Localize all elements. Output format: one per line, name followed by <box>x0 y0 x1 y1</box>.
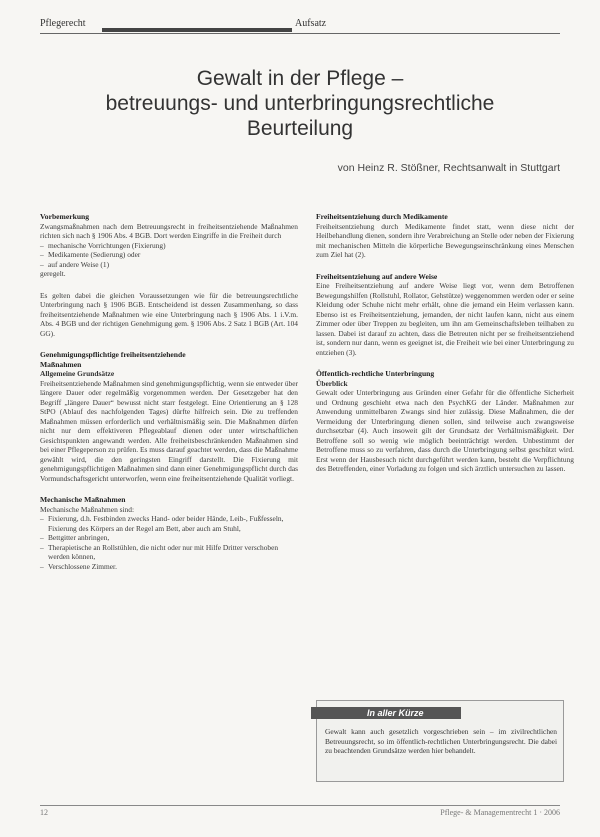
journal-reference: Pflege- & Managementrecht 1 · 2006 <box>440 808 560 817</box>
footer-rule <box>40 805 560 806</box>
heading-mechanisch: Mechanische Maßnahmen <box>40 495 126 504</box>
paragraph: Mechanische Maßnahmen sind: <box>40 504 134 514</box>
paragraph: Gewalt oder Unterbringung aus Gründen einer Gefahr für die öffentliche Sicherheit und Ordnung geschieht etwa nach den PsychKG der Länder. Maßnahmen zur Anwendung unmittelbaren Zwangs sind hier zulässig. Diese Maßnahmen, die der Vermeidung der Unterbringung dienen sollen, sind teilweise auch zwangsweise durchsetzbar (4). Auch insoweit gilt der Grundsatz der Verhältnismäßigkeit. Der Betroffene soll so wenig wie möglich beeinträchtigt werden. Unbestimmt der Betroffene muss so zu verfahren, dass durch die Unterbringung selbst geschützt wird. Erst wenn der Hausbesuch nicht durchgeführt werden kann, besteht die Verpflichtung des Betreffenden, einer Vorladung zu folgen und sich ärztlich untersuchen zu lassen. <box>316 388 574 473</box>
section-label: Pflegerecht <box>40 18 86 29</box>
title-line-2: betreuungs- und unterbringungsrechtliche <box>105 92 495 115</box>
paragraph: Freiheitsentziehende Maßnahmen sind genehmigungspflichtig, wenn sie entweder über längere Dauer oder regelmäßig vorgenommen werden. Der Gesetzgeber hat den Begriff „längere Dauer“ bewusst nicht starr festgelegt. Eine Orientierung an § 128 StPO (Ablauf des nachfolgenden Tages) dürfte hilfreich sein. Die zu treffenden Maßnahmen müssen erforderlich und verhältnismäßig sein. Die Maßnahmen dürfen nicht nur dem effektiveren Pflegeablauf dienen oder unter wirtschaftlichen Gesichtspunkten angewandt werden. Alle freiheitsbeschränkenden Maßnahmen sind bei einer Pflegeperson zu prüfen. Es muss darauf geachtet werden, dass die Maßnahme gewählt wird, die den geringsten Eingriff darstellt. Die Fixierung mit genehmigungspflichtigen Maßnahmen sind dann einer Genehmigungspflicht durch das Vormundschaftsgericht unterworfen, wenn eine freiheitsentziehende Qualität vorliegt. <box>40 378 298 483</box>
bullet-list <box>40 241 298 270</box>
paragraph: Eine Freiheitsentziehung auf andere Weise liegt vor, wenn dem Betroffenen Bewegungshilfen (Rollstuhl, Rollator, Gehstütze) weggenommen werden oder er seine Kleidung oder Schuhe nicht mehr erhält, ohne die jemand ein Heim verlassen kann. Ebenso ist es Freiheitsentziehung, jemanden, der nicht laufen kann, nicht aus einem Zimmer oder über Treppen zu begleiten, um ihn am Gemeinschaftsleben teilhaben zu lassen. Dabei ist darauf zu achten, dass die Betreuten nicht per se freiheitsentziehend ist, sondern nur dann, wenn es geeignet ist, die Freiheit wie bei einer Unterbringung zu entziehen (3). <box>316 281 574 357</box>
list-item: – Fixierung, d.h. Festbinden zwecks Hand- oder beider Hände, Leib-, Fußfesseln, Fixierung des Körpers an der Regel am Bett, aber auch am Stuhl, <box>48 514 298 533</box>
page-number: 12 <box>40 808 48 817</box>
heading-genehmigung-cont: Maßnahmen <box>40 359 82 369</box>
paragraph: Freiheitsentziehung durch Medikamente findet statt, wenn diese nicht der Heilbehandlung dienen, sondern ihre Verabreichung an Stelle oder neben der Fixierung mit mechanischen Mitteln die körperliche Bewegungseinschränkung eines Menschen zum Ziel hat (2). <box>316 221 574 259</box>
list-item: – mechanische Vorrichtungen (Fixierung) <box>48 241 298 251</box>
title-line-1: Gewalt in der Pflege – <box>196 67 404 90</box>
header-rule <box>40 33 560 34</box>
list-item: – Therapietische an Rollstühlen, die nicht oder nur mit Hilfe Dritter verschoben werden können, <box>48 543 298 562</box>
left-column <box>40 212 298 571</box>
heading-genehmigung: Genehmigungspflichtige freiheitsentziehende <box>40 350 186 359</box>
list-item: – auf andere Weise (1) <box>48 260 298 270</box>
page-footer <box>40 805 560 819</box>
paragraph: Zwangsmaßnahmen nach dem Betreuungsrecht in freiheitsentziehende Maßnahmen richten sich nach § 1906 Abs. 4 BGB. Dort werden Eingriffe in die Freiheit durch <box>40 221 298 240</box>
author-line: von Heinz R. Stößner, Rechtsanwalt in Stuttgart <box>337 162 560 174</box>
summary-box <box>316 700 564 782</box>
list-item: – Medikamente (Sedierung) oder <box>48 250 298 260</box>
summary-text: Gewalt kann auch gesetzlich vorgeschrieben sein – im zivilrechtlichen Betreuungsrecht, so im öffentlich-rechtlichen Unterbringungsrecht. Die dabei zu beachtenden Grundsätze werden hier behandelt. <box>325 727 557 755</box>
subheading-allgemein: Allgemeine Grundsätze <box>40 369 115 378</box>
heading-vorbemerkung: Vorbemerkung <box>40 212 90 221</box>
right-column <box>316 212 574 480</box>
paragraph: geregelt. <box>40 269 66 278</box>
heading-andere-weise: Freiheitsentziehung auf andere Weise <box>316 271 438 281</box>
list-item: – Verschlossene Zimmer. <box>48 562 298 572</box>
heading-unterbringung: Öffentlich-rechtliche Unterbringung <box>316 369 435 378</box>
list-item: – Bettgitter anbringen, <box>48 533 298 543</box>
heading-medikamente: Freiheitsentziehung durch Medikamente <box>316 212 448 221</box>
title-line-3: Beurteilung <box>246 117 354 140</box>
paragraph: Es gelten dabei die gleichen Voraussetzungen wie für die betreuungsrechtliche Unterbringung nach § 1906 BGB. Entscheidend ist dessen Zusammenhang, so dass freiheitsentziehende Maßnahmen wie eine Unterbringung nach § 1906 Abs. 1 i.V.m. Abs. 4 BGB und der richtigen Genehmigung gem. § 1906 Abs. 2 Satz 1 BGB (Art. 104 GG). <box>40 290 298 338</box>
subheading-ueberblick: Überblick <box>316 378 348 388</box>
running-header <box>40 18 560 34</box>
header-bar <box>102 28 292 32</box>
article-type: Aufsatz <box>295 18 327 29</box>
bullet-list <box>40 514 298 571</box>
article-title <box>40 66 560 141</box>
summary-label: In aller Kürze <box>367 708 424 718</box>
